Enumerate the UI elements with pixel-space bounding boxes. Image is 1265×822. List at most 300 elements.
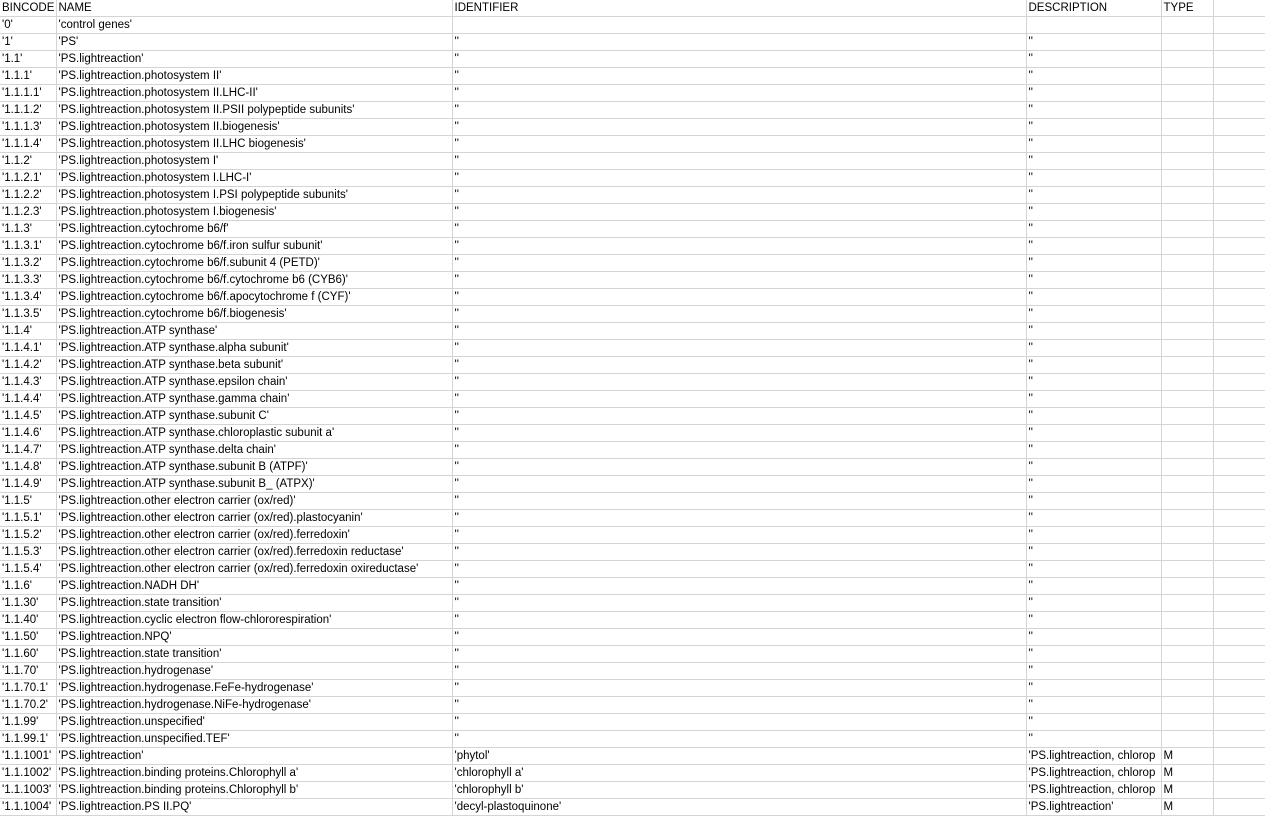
cell-identifier[interactable]: '' [452, 272, 1026, 289]
table-row[interactable] [0, 221, 1265, 238]
cell-description[interactable]: '' [1026, 221, 1161, 238]
table-row[interactable] [0, 680, 1265, 697]
cell-type[interactable]: M [1161, 748, 1213, 765]
cell-identifier[interactable]: '' [452, 425, 1026, 442]
cell-name[interactable]: 'PS.lightreaction.ATP synthase.delta chain' [56, 442, 452, 459]
cell-identifier[interactable]: '' [452, 510, 1026, 527]
cell-name[interactable]: 'PS' [56, 34, 452, 51]
table-row[interactable] [0, 17, 1265, 34]
cell-identifier[interactable]: '' [452, 714, 1026, 731]
cell-type[interactable] [1161, 187, 1213, 204]
cell-description[interactable]: '' [1026, 561, 1161, 578]
cell-empty[interactable] [1213, 459, 1265, 476]
cell-identifier[interactable]: 'chlorophyll a' [452, 765, 1026, 782]
cell-type[interactable] [1161, 527, 1213, 544]
cell-description[interactable]: '' [1026, 408, 1161, 425]
cell-name[interactable]: 'PS.lightreaction.photosystem I' [56, 153, 452, 170]
column-header[interactable]: IDENTIFIER [452, 0, 1026, 17]
cell-name[interactable]: 'PS.lightreaction.other electron carrier (ox/red).plastocyanin' [56, 510, 452, 527]
cell-empty[interactable] [1213, 408, 1265, 425]
cell-type[interactable] [1161, 510, 1213, 527]
cell-description[interactable]: '' [1026, 204, 1161, 221]
cell-description[interactable]: '' [1026, 85, 1161, 102]
cell-type[interactable] [1161, 221, 1213, 238]
cell-description[interactable]: '' [1026, 119, 1161, 136]
cell-empty[interactable] [1213, 544, 1265, 561]
cell-type[interactable]: M [1161, 782, 1213, 799]
table-row[interactable] [0, 544, 1265, 561]
cell-name[interactable]: 'control genes' [56, 17, 452, 34]
cell-description[interactable] [1026, 17, 1161, 34]
cell-description[interactable]: '' [1026, 238, 1161, 255]
cell-identifier[interactable]: '' [452, 459, 1026, 476]
cell-identifier[interactable] [452, 17, 1026, 34]
cell-description[interactable]: '' [1026, 68, 1161, 85]
cell-identifier[interactable]: '' [452, 306, 1026, 323]
cell-bincode[interactable]: '1.1.1.1' [0, 85, 56, 102]
table-row[interactable] [0, 238, 1265, 255]
table-row[interactable] [0, 306, 1265, 323]
cell-description[interactable]: '' [1026, 510, 1161, 527]
cell-bincode[interactable]: '1.1.3.1' [0, 238, 56, 255]
cell-bincode[interactable]: '1' [0, 34, 56, 51]
cell-bincode[interactable]: '1.1.2.3' [0, 204, 56, 221]
cell-type[interactable] [1161, 204, 1213, 221]
cell-empty[interactable] [1213, 578, 1265, 595]
cell-name[interactable]: 'PS.lightreaction.binding proteins.Chlorophyll b' [56, 782, 452, 799]
cell-name[interactable]: 'PS.lightreaction.photosystem II.biogenesis' [56, 119, 452, 136]
cell-type[interactable] [1161, 731, 1213, 748]
cell-identifier[interactable]: '' [452, 578, 1026, 595]
cell-identifier[interactable]: '' [452, 663, 1026, 680]
cell-empty[interactable] [1213, 680, 1265, 697]
cell-empty[interactable] [1213, 51, 1265, 68]
cell-bincode[interactable]: '1.1.60' [0, 646, 56, 663]
table-row[interactable] [0, 782, 1265, 799]
cell-identifier[interactable]: '' [452, 255, 1026, 272]
cell-identifier[interactable]: '' [452, 697, 1026, 714]
cell-identifier[interactable]: 'chlorophyll b' [452, 782, 1026, 799]
cell-empty[interactable] [1213, 510, 1265, 527]
cell-empty[interactable] [1213, 561, 1265, 578]
cell-bincode[interactable]: '1.1.3.3' [0, 272, 56, 289]
table-row[interactable] [0, 612, 1265, 629]
cell-identifier[interactable]: '' [452, 544, 1026, 561]
cell-description[interactable]: '' [1026, 646, 1161, 663]
cell-type[interactable] [1161, 629, 1213, 646]
cell-name[interactable]: 'PS.lightreaction.binding proteins.Chlorophyll a' [56, 765, 452, 782]
cell-type[interactable] [1161, 612, 1213, 629]
cell-identifier[interactable]: '' [452, 612, 1026, 629]
cell-empty[interactable] [1213, 272, 1265, 289]
cell-empty[interactable] [1213, 782, 1265, 799]
cell-name[interactable]: 'PS.lightreaction.photosystem II.PSII polypeptide subunits' [56, 102, 452, 119]
cell-description[interactable]: '' [1026, 272, 1161, 289]
cell-name[interactable]: 'PS.lightreaction.ATP synthase.chloroplastic subunit a' [56, 425, 452, 442]
cell-description[interactable]: '' [1026, 459, 1161, 476]
table-row[interactable] [0, 289, 1265, 306]
cell-identifier[interactable]: '' [452, 289, 1026, 306]
cell-bincode[interactable]: '1.1.1004' [0, 799, 56, 816]
cell-empty[interactable] [1213, 102, 1265, 119]
cell-bincode[interactable]: '1.1.5.1' [0, 510, 56, 527]
cell-empty[interactable] [1213, 731, 1265, 748]
cell-empty[interactable] [1213, 493, 1265, 510]
cell-identifier[interactable]: '' [452, 527, 1026, 544]
cell-description[interactable]: '' [1026, 187, 1161, 204]
cell-bincode[interactable]: '1.1.1.3' [0, 119, 56, 136]
cell-name[interactable]: 'PS.lightreaction' [56, 748, 452, 765]
cell-type[interactable] [1161, 425, 1213, 442]
cell-description[interactable]: '' [1026, 51, 1161, 68]
cell-bincode[interactable]: '1.1.2.2' [0, 187, 56, 204]
table-row[interactable] [0, 357, 1265, 374]
cell-empty[interactable] [1213, 204, 1265, 221]
cell-type[interactable] [1161, 170, 1213, 187]
column-header[interactable]: BINCODE [0, 0, 56, 17]
cell-empty[interactable] [1213, 697, 1265, 714]
cell-description[interactable]: '' [1026, 663, 1161, 680]
cell-empty[interactable] [1213, 187, 1265, 204]
cell-bincode[interactable]: '1.1.1' [0, 68, 56, 85]
cell-identifier[interactable]: '' [452, 68, 1026, 85]
cell-name[interactable]: 'PS.lightreaction.photosystem I.biogenesis' [56, 204, 452, 221]
cell-empty[interactable] [1213, 136, 1265, 153]
cell-empty[interactable] [1213, 68, 1265, 85]
cell-type[interactable] [1161, 51, 1213, 68]
cell-empty[interactable] [1213, 17, 1265, 34]
cell-identifier[interactable]: '' [452, 391, 1026, 408]
column-header[interactable]: DESCRIPTION [1026, 0, 1161, 17]
cell-empty[interactable] [1213, 34, 1265, 51]
cell-bincode[interactable]: '1.1.1001' [0, 748, 56, 765]
cell-bincode[interactable]: '1.1.4.8' [0, 459, 56, 476]
cell-description[interactable]: '' [1026, 306, 1161, 323]
cell-description[interactable]: '' [1026, 289, 1161, 306]
table-row[interactable] [0, 119, 1265, 136]
cell-empty[interactable] [1213, 255, 1265, 272]
cell-empty[interactable] [1213, 85, 1265, 102]
cell-bincode[interactable]: '0' [0, 17, 56, 34]
table-row[interactable] [0, 170, 1265, 187]
cell-type[interactable] [1161, 136, 1213, 153]
cell-type[interactable]: M [1161, 799, 1213, 816]
table-row[interactable] [0, 459, 1265, 476]
cell-type[interactable]: M [1161, 765, 1213, 782]
cell-identifier[interactable]: '' [452, 561, 1026, 578]
table-row[interactable] [0, 442, 1265, 459]
cell-identifier[interactable]: '' [452, 595, 1026, 612]
cell-description[interactable]: '' [1026, 680, 1161, 697]
cell-bincode[interactable]: '1.1.4.3' [0, 374, 56, 391]
cell-bincode[interactable]: '1.1.70.2' [0, 697, 56, 714]
table-row[interactable] [0, 663, 1265, 680]
cell-empty[interactable] [1213, 425, 1265, 442]
cell-identifier[interactable]: '' [452, 646, 1026, 663]
cell-type[interactable] [1161, 289, 1213, 306]
cell-description[interactable]: '' [1026, 476, 1161, 493]
cell-bincode[interactable]: '1.1.3.2' [0, 255, 56, 272]
cell-empty[interactable] [1213, 748, 1265, 765]
cell-identifier[interactable]: '' [452, 51, 1026, 68]
cell-identifier[interactable]: '' [452, 119, 1026, 136]
cell-bincode[interactable]: '1.1.5.2' [0, 527, 56, 544]
cell-identifier[interactable]: '' [452, 357, 1026, 374]
table-row[interactable] [0, 731, 1265, 748]
cell-description[interactable]: '' [1026, 323, 1161, 340]
cell-type[interactable] [1161, 646, 1213, 663]
cell-bincode[interactable]: '1.1.30' [0, 595, 56, 612]
cell-description[interactable]: '' [1026, 493, 1161, 510]
cell-empty[interactable] [1213, 527, 1265, 544]
cell-empty[interactable] [1213, 765, 1265, 782]
cell-description[interactable]: '' [1026, 153, 1161, 170]
cell-bincode[interactable]: '1.1.1002' [0, 765, 56, 782]
cell-identifier[interactable]: '' [452, 204, 1026, 221]
cell-identifier[interactable]: '' [452, 408, 1026, 425]
cell-name[interactable]: 'PS.lightreaction.photosystem I.PSI polypeptide subunits' [56, 187, 452, 204]
cell-type[interactable] [1161, 238, 1213, 255]
cell-type[interactable] [1161, 17, 1213, 34]
cell-empty[interactable] [1213, 391, 1265, 408]
cell-identifier[interactable]: '' [452, 221, 1026, 238]
cell-empty[interactable] [1213, 221, 1265, 238]
cell-name[interactable]: 'PS.lightreaction.ATP synthase.subunit B_ (ATPX)' [56, 476, 452, 493]
cell-type[interactable] [1161, 68, 1213, 85]
cell-type[interactable] [1161, 442, 1213, 459]
cell-name[interactable]: 'PS.lightreaction.photosystem II.LHC biogenesis' [56, 136, 452, 153]
cell-description[interactable]: '' [1026, 357, 1161, 374]
cell-type[interactable] [1161, 153, 1213, 170]
cell-type[interactable] [1161, 102, 1213, 119]
cell-description[interactable]: '' [1026, 731, 1161, 748]
cell-bincode[interactable]: '1.1.2.1' [0, 170, 56, 187]
cell-description[interactable]: 'PS.lightreaction' [1026, 799, 1161, 816]
cell-type[interactable] [1161, 391, 1213, 408]
cell-bincode[interactable]: '1.1.4.2' [0, 357, 56, 374]
cell-identifier[interactable]: '' [452, 442, 1026, 459]
cell-bincode[interactable]: '1.1.4.9' [0, 476, 56, 493]
cell-identifier[interactable]: '' [452, 187, 1026, 204]
cell-empty[interactable] [1213, 306, 1265, 323]
cell-bincode[interactable]: '1.1.5' [0, 493, 56, 510]
cell-identifier[interactable]: '' [452, 153, 1026, 170]
cell-description[interactable]: '' [1026, 714, 1161, 731]
cell-empty[interactable] [1213, 357, 1265, 374]
cell-empty[interactable] [1213, 476, 1265, 493]
cell-name[interactable]: 'PS.lightreaction.cyclic electron flow-chlororespiration' [56, 612, 452, 629]
table-row[interactable] [0, 595, 1265, 612]
cell-description[interactable]: '' [1026, 578, 1161, 595]
cell-empty[interactable] [1213, 442, 1265, 459]
table-row[interactable] [0, 527, 1265, 544]
cell-name[interactable]: 'PS.lightreaction.cytochrome b6/f.subunit 4 (PETD)' [56, 255, 452, 272]
cell-identifier[interactable]: 'decyl-plastoquinone' [452, 799, 1026, 816]
cell-empty[interactable] [1213, 374, 1265, 391]
cell-name[interactable]: 'PS.lightreaction.PS II.PQ' [56, 799, 452, 816]
cell-description[interactable]: '' [1026, 697, 1161, 714]
cell-bincode[interactable]: '1.1.5.4' [0, 561, 56, 578]
cell-name[interactable]: 'PS.lightreaction.ATP synthase.gamma chain' [56, 391, 452, 408]
cell-description[interactable]: '' [1026, 374, 1161, 391]
cell-bincode[interactable]: '1.1.1003' [0, 782, 56, 799]
column-header[interactable] [1213, 0, 1265, 17]
cell-identifier[interactable]: '' [452, 170, 1026, 187]
cell-description[interactable]: '' [1026, 34, 1161, 51]
cell-name[interactable]: 'PS.lightreaction.cytochrome b6/f.cytochrome b6 (CYB6)' [56, 272, 452, 289]
cell-type[interactable] [1161, 357, 1213, 374]
cell-bincode[interactable]: '1.1' [0, 51, 56, 68]
cell-bincode[interactable]: '1.1.70.1' [0, 680, 56, 697]
cell-name[interactable]: 'PS.lightreaction.other electron carrier (ox/red).ferredoxin oxireductase' [56, 561, 452, 578]
cell-empty[interactable] [1213, 289, 1265, 306]
cell-name[interactable]: 'PS.lightreaction.cytochrome b6/f.biogenesis' [56, 306, 452, 323]
cell-name[interactable]: 'PS.lightreaction.NADH DH' [56, 578, 452, 595]
cell-name[interactable]: 'PS.lightreaction.photosystem II.LHC-II' [56, 85, 452, 102]
cell-identifier[interactable]: '' [452, 102, 1026, 119]
table-row[interactable] [0, 510, 1265, 527]
cell-identifier[interactable]: '' [452, 136, 1026, 153]
table-row[interactable] [0, 493, 1265, 510]
cell-type[interactable] [1161, 374, 1213, 391]
cell-type[interactable] [1161, 119, 1213, 136]
table-row[interactable] [0, 561, 1265, 578]
cell-name[interactable]: 'PS.lightreaction.unspecified.TEF' [56, 731, 452, 748]
cell-description[interactable]: '' [1026, 544, 1161, 561]
cell-bincode[interactable]: '1.1.1.2' [0, 102, 56, 119]
cell-name[interactable]: 'PS.lightreaction.hydrogenase' [56, 663, 452, 680]
cell-bincode[interactable]: '1.1.4.4' [0, 391, 56, 408]
cell-type[interactable] [1161, 408, 1213, 425]
table-row[interactable] [0, 136, 1265, 153]
cell-bincode[interactable]: '1.1.99.1' [0, 731, 56, 748]
cell-name[interactable]: 'PS.lightreaction.unspecified' [56, 714, 452, 731]
table-row[interactable] [0, 153, 1265, 170]
cell-name[interactable]: 'PS.lightreaction.photosystem II' [56, 68, 452, 85]
cell-name[interactable]: 'PS.lightreaction.cytochrome b6/f.iron sulfur subunit' [56, 238, 452, 255]
cell-empty[interactable] [1213, 612, 1265, 629]
cell-name[interactable]: 'PS.lightreaction.ATP synthase.beta subunit' [56, 357, 452, 374]
table-row[interactable] [0, 646, 1265, 663]
cell-type[interactable] [1161, 255, 1213, 272]
cell-bincode[interactable]: '1.1.4' [0, 323, 56, 340]
cell-type[interactable] [1161, 34, 1213, 51]
cell-identifier[interactable]: '' [452, 85, 1026, 102]
cell-bincode[interactable]: '1.1.4.1' [0, 340, 56, 357]
cell-identifier[interactable]: '' [452, 731, 1026, 748]
cell-type[interactable] [1161, 578, 1213, 595]
cell-name[interactable]: 'PS.lightreaction.hydrogenase.FeFe-hydrogenase' [56, 680, 452, 697]
table-row[interactable] [0, 85, 1265, 102]
cell-bincode[interactable]: '1.1.1.4' [0, 136, 56, 153]
cell-type[interactable] [1161, 561, 1213, 578]
table-row[interactable] [0, 204, 1265, 221]
table-row[interactable] [0, 748, 1265, 765]
cell-type[interactable] [1161, 697, 1213, 714]
cell-identifier[interactable]: '' [452, 323, 1026, 340]
cell-type[interactable] [1161, 714, 1213, 731]
cell-empty[interactable] [1213, 799, 1265, 816]
table-row[interactable] [0, 476, 1265, 493]
cell-empty[interactable] [1213, 595, 1265, 612]
cell-type[interactable] [1161, 544, 1213, 561]
cell-bincode[interactable]: '1.1.3.4' [0, 289, 56, 306]
cell-description[interactable]: '' [1026, 255, 1161, 272]
cell-name[interactable]: 'PS.lightreaction.other electron carrier (ox/red).ferredoxin reductase' [56, 544, 452, 561]
cell-bincode[interactable]: '1.1.50' [0, 629, 56, 646]
cell-empty[interactable] [1213, 153, 1265, 170]
cell-name[interactable]: 'PS.lightreaction.cytochrome b6/f.apocytochrome f (CYF)' [56, 289, 452, 306]
cell-empty[interactable] [1213, 714, 1265, 731]
table-row[interactable] [0, 714, 1265, 731]
cell-description[interactable]: '' [1026, 102, 1161, 119]
cell-identifier[interactable]: '' [452, 34, 1026, 51]
cell-identifier[interactable]: '' [452, 680, 1026, 697]
cell-description[interactable]: 'PS.lightreaction, chlorop [1026, 765, 1161, 782]
cell-type[interactable] [1161, 323, 1213, 340]
cell-empty[interactable] [1213, 663, 1265, 680]
cell-type[interactable] [1161, 272, 1213, 289]
table-row[interactable] [0, 697, 1265, 714]
cell-bincode[interactable]: '1.1.70' [0, 663, 56, 680]
cell-name[interactable]: 'PS.lightreaction.other electron carrier (ox/red).ferredoxin' [56, 527, 452, 544]
cell-type[interactable] [1161, 459, 1213, 476]
table-row[interactable] [0, 578, 1265, 595]
table-row[interactable] [0, 255, 1265, 272]
cell-description[interactable]: '' [1026, 170, 1161, 187]
cell-description[interactable]: '' [1026, 527, 1161, 544]
cell-identifier[interactable]: '' [452, 476, 1026, 493]
cell-type[interactable] [1161, 680, 1213, 697]
table-row[interactable] [0, 102, 1265, 119]
cell-description[interactable]: 'PS.lightreaction, chlorop [1026, 782, 1161, 799]
cell-description[interactable]: 'PS.lightreaction, chlorop [1026, 748, 1161, 765]
table-row[interactable] [0, 629, 1265, 646]
cell-description[interactable]: '' [1026, 340, 1161, 357]
cell-identifier[interactable]: '' [452, 629, 1026, 646]
cell-name[interactable]: 'PS.lightreaction.hydrogenase.NiFe-hydrogenase' [56, 697, 452, 714]
table-row[interactable] [0, 51, 1265, 68]
cell-empty[interactable] [1213, 340, 1265, 357]
table-row[interactable] [0, 765, 1265, 782]
cell-description[interactable]: '' [1026, 612, 1161, 629]
cell-empty[interactable] [1213, 323, 1265, 340]
table-row[interactable] [0, 799, 1265, 816]
cell-bincode[interactable]: '1.1.3.5' [0, 306, 56, 323]
cell-name[interactable]: 'PS.lightreaction' [56, 51, 452, 68]
cell-bincode[interactable]: '1.1.6' [0, 578, 56, 595]
cell-type[interactable] [1161, 306, 1213, 323]
cell-name[interactable]: 'PS.lightreaction.state transition' [56, 646, 452, 663]
cell-identifier[interactable]: '' [452, 238, 1026, 255]
table-row[interactable] [0, 391, 1265, 408]
cell-identifier[interactable]: '' [452, 340, 1026, 357]
cell-identifier[interactable]: 'phytol' [452, 748, 1026, 765]
cell-empty[interactable] [1213, 170, 1265, 187]
cell-bincode[interactable]: '1.1.5.3' [0, 544, 56, 561]
table-row[interactable] [0, 34, 1265, 51]
cell-name[interactable]: 'PS.lightreaction.photosystem I.LHC-I' [56, 170, 452, 187]
cell-bincode[interactable]: '1.1.40' [0, 612, 56, 629]
cell-name[interactable]: 'PS.lightreaction.ATP synthase' [56, 323, 452, 340]
cell-type[interactable] [1161, 493, 1213, 510]
table-row[interactable] [0, 323, 1265, 340]
table-row[interactable] [0, 340, 1265, 357]
cell-name[interactable]: 'PS.lightreaction.ATP synthase.epsilon chain' [56, 374, 452, 391]
cell-empty[interactable] [1213, 119, 1265, 136]
cell-description[interactable]: '' [1026, 629, 1161, 646]
cell-bincode[interactable]: '1.1.4.7' [0, 442, 56, 459]
